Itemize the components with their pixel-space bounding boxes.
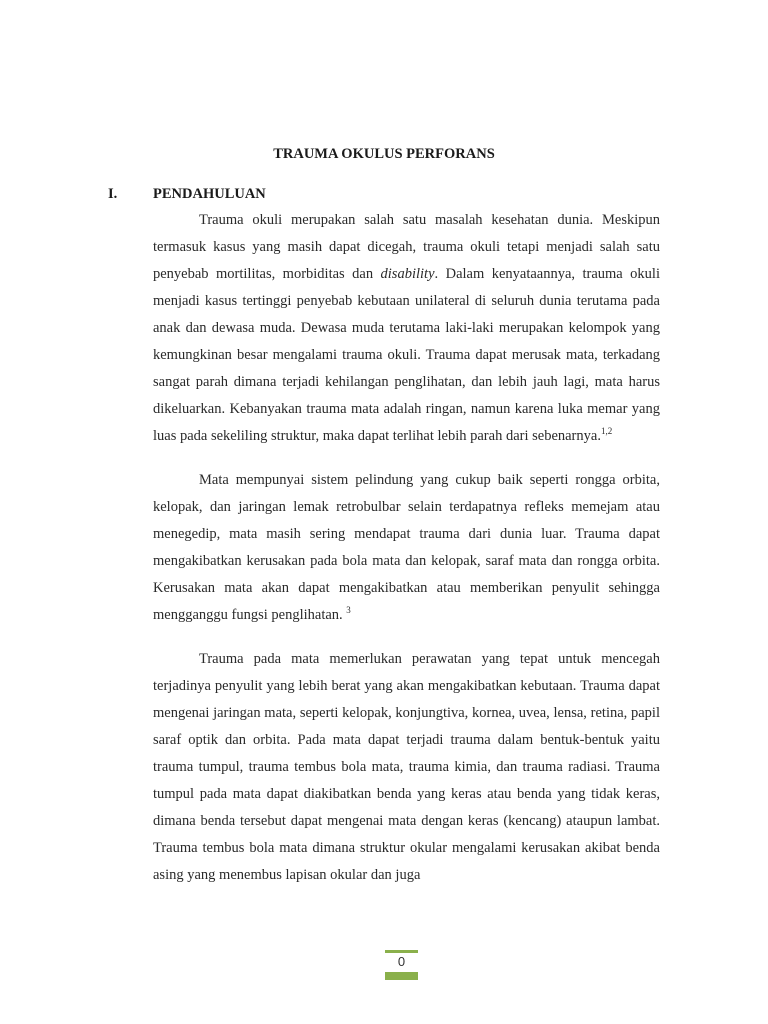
- citation-superscript: 1,2: [600, 426, 613, 436]
- paragraph-text: Trauma okuli merupakan salah satu masalah kesehatan dunia. Meskipun termasuk kasus yang masih dapat dicegah, trauma okuli tetapi menjadi salah satu penyebab mortilitas, morbiditas dan: [153, 212, 660, 282]
- page-number: 0: [397, 954, 406, 969]
- italic-term: disability: [380, 266, 435, 282]
- paragraph: [153, 207, 660, 450]
- section-number: I.: [108, 186, 118, 202]
- paragraph-text: . Dalam kenyataannya, trauma okuli menjadi kasus tertinggi penyebab kebutaan unilateral di seluruh dunia terutama pada anak dan dewasa muda. Dewasa muda terutama laki-laki merupakan kelompok yang kemungkinan besar mengalami trauma okuli. Trauma dapat merusak mata, terkadang sangat parah dimana terjadi kehilangan penglihatan, dan lebih jauh lagi, mata harus dikeluarkan. Kebanyakan trauma mata adalah ringan, namun karena luka memar yang luas pada sekeliling struktur, maka dapat terlihat lebih parah dari sebenarnya.: [153, 266, 660, 444]
- document-body: [153, 207, 660, 889]
- paragraph: [153, 646, 660, 889]
- footer-rule-top: [385, 950, 418, 953]
- citation-superscript: 3: [346, 605, 351, 615]
- document-title: TRAUMA OKULUS PERFORANS: [273, 146, 495, 162]
- footer-rule-bottom: [385, 972, 418, 980]
- page-footer: [385, 950, 418, 982]
- paragraph: [153, 467, 660, 629]
- paragraph-text: Trauma pada mata memerlukan perawatan yang tepat untuk mencegah terjadinya penyulit yang lebih berat yang akan mengakibatkan kebutaan. Trauma dapat mengenai jaringan mata, seperti kelopak, konjungtiva, kornea, uvea, lensa, retina, papil saraf optik dan orbita. Pada mata dapat terjadi trauma dalam bentuk-bentuk yaitu trauma tumpul, trauma tembus bola mata, trauma kimia, dan trauma radiasi. Trauma tumpul pada mata dapat diakibatkan benda yang keras atau benda yang tidak keras, dimana benda tersebut dapat mengenai mata dengan keras (kencang) ataupun lambat. Trauma tembus bola mata dimana struktur okular mengalami kerusakan akibat benda asing yang menembus lapisan okular dan juga: [153, 651, 660, 883]
- paragraph-text: Mata mempunyai sistem pelindung yang cukup baik seperti rongga orbita, kelopak, dan jaringan lemak retrobulbar selain terdapatnya refleks memejam atau menegedip, mata masih sering mendapat trauma dari dunia luar. Trauma dapat mengakibatkan kerusakan pada bola mata dan kelopak, saraf mata dan rongga orbita. Kerusakan mata akan dapat mengakibatkan atau memberikan penyulit sehingga mengganggu fungsi penglihatan.: [153, 472, 660, 623]
- section-title: PENDAHULUAN: [153, 186, 266, 202]
